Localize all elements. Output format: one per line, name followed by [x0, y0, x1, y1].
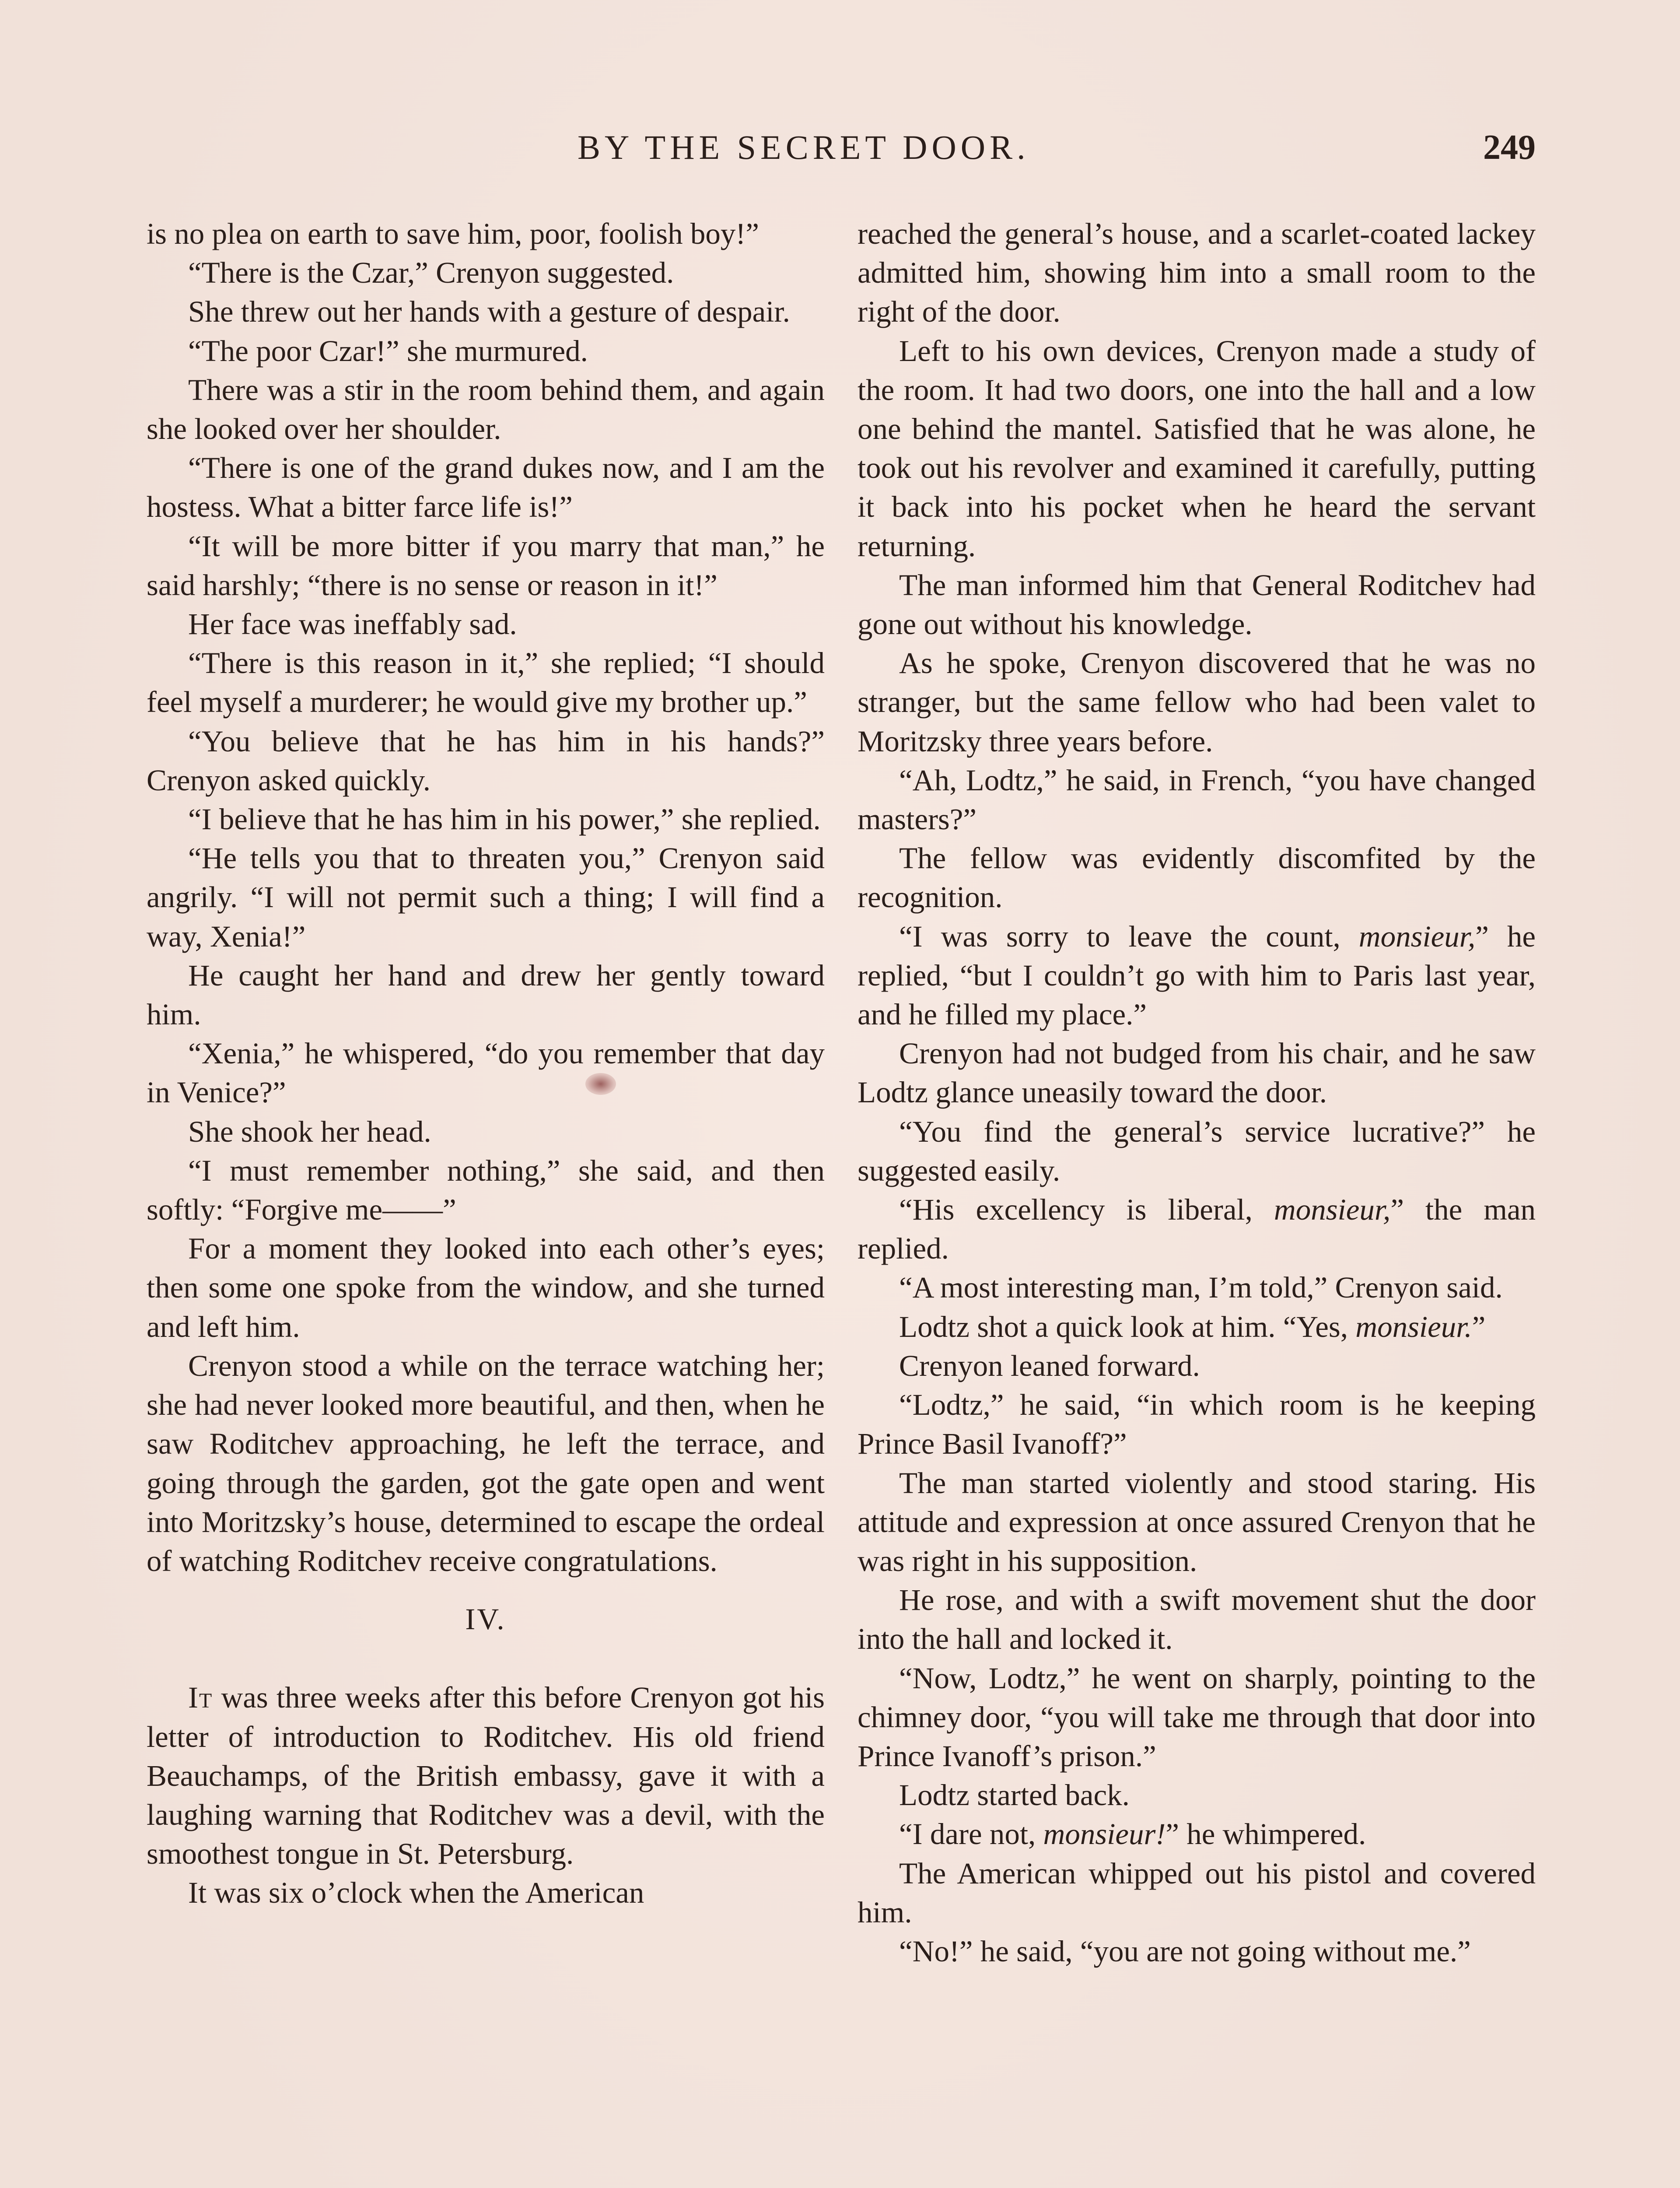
paragraph: The American whipped out his pistol and covered him. — [858, 1856, 1536, 1929]
paragraph: “Xenia,” he whispered, “do you remember that day in Venice?” — [147, 1037, 825, 1109]
ink-stain — [585, 1073, 616, 1095]
paragraph: Crenyon had not budged from his chair, and he saw Lodtz glance uneasily toward the door. — [858, 1037, 1536, 1109]
text-run: “I dare not, — [899, 1817, 1043, 1851]
paragraph: “He tells you that to threaten you,” Crenyon said angrily. “I will not permit such a thing; I will find a way, Xenia!” — [147, 842, 825, 953]
left-column — [147, 214, 825, 1913]
paragraph: She shook her head. — [188, 1115, 431, 1148]
text-run: Lodtz shot a quick look at him. “Yes, — [899, 1310, 1356, 1343]
paragraph: Crenyon leaned forward. — [899, 1349, 1200, 1382]
paragraph — [858, 1308, 1536, 1346]
text-run: “His excellency is liberal, — [899, 1193, 1274, 1227]
paragraph: is no plea on earth to save him, poor, foolish boy!” — [147, 217, 759, 250]
paragraph — [858, 1190, 1536, 1268]
running-title: BY THE SECRET DOOR. — [578, 128, 1030, 166]
paragraph: The man started violently and stood staring. His attitude and expression at once assured Crenyon that he was right in his supposition. — [858, 1466, 1536, 1578]
paragraph: “Ah, Lodtz,” he said, in French, “you have changed masters?” — [858, 763, 1536, 836]
page-number: 249 — [1483, 128, 1536, 167]
italic-word: monsieur, — [1274, 1193, 1391, 1227]
text-run: ” he whimpered. — [1166, 1817, 1366, 1851]
text-run: ” he replied, “but I couldn’t go with him to Paris last year, and he filled my place.” — [858, 919, 1536, 1031]
section-heading: IV. — [465, 1602, 506, 1636]
section-opening-paragraph — [147, 1678, 825, 1873]
paragraph: There was a stir in the room behind them, and again she looked over her shoulder. — [147, 373, 825, 446]
paragraph: Lodtz started back. — [899, 1778, 1130, 1812]
paragraph: The fellow was evidently discomfited by the recognition. — [858, 842, 1536, 914]
paragraph: For a moment they looked into each other’s eyes; then some one spoke from the window, and she turned and left him. — [147, 1232, 825, 1343]
right-column — [858, 214, 1536, 1971]
paragraph: “You believe that he has him in his hands?” Crenyon asked quickly. — [147, 724, 825, 797]
paragraph: “The poor Czar!” she murmured. — [188, 334, 588, 368]
paragraph: “I believe that he has him in his power,” she replied. — [188, 803, 821, 836]
paragraph: Crenyon stood a while on the terrace watching her; she had never looked more beautiful, and then, when he saw Roditchev approaching, he left the terrace, and going through the garden, got the gate open and went into Moritzsky’s house, determined to escape the ordeal of watching Roditchev receive congratulations. — [147, 1349, 825, 1578]
text-run: “I was sorry to leave the count, — [899, 919, 1359, 953]
italic-word: monsieur, — [1358, 919, 1476, 953]
paragraph: As he spoke, Crenyon discovered that he was no stranger, but the same fellow who had been valet to Moritzsky three years before. — [858, 646, 1536, 758]
italic-word: monsieur! — [1043, 1817, 1166, 1851]
paragraph: It was six o’clock when the American — [188, 1876, 644, 1910]
text-run: ” the man replied. — [858, 1193, 1536, 1266]
paragraph: He caught her hand and drew her gently toward him. — [147, 958, 825, 1031]
paragraph: She threw out her hands with a gesture of despair. — [188, 295, 790, 329]
paragraph: “You find the general’s service lucrative?” he suggested easily. — [858, 1115, 1536, 1187]
text-run: ” — [1472, 1310, 1486, 1343]
italic-word: monsieur. — [1355, 1310, 1472, 1343]
opening-text: was three weeks after this before Crenyon got his letter of introduction to Roditchev. His old friend Beauchamps, of the British embassy, gave it with a laughing warning that Roditchev was a devil, with the smoothest tongue in St. Petersburg. — [147, 1681, 825, 1871]
paragraph: reached the general’s house, and a scarlet-coated lackey admitted him, showing him into a small room to the right of the door. — [858, 217, 1536, 329]
paragraph: Left to his own devices, Crenyon made a study of the room. It had two doors, one into the hall and a low one behind the mantel. Satisfied that he was alone, he took out his revolver and examined it carefully, putting it back into his pocket when he heard the servant returning. — [858, 334, 1536, 563]
paragraph: “Lodtz,” he said, “in which room is he keeping Prince Basil Ivanoff?” — [858, 1388, 1536, 1461]
paragraph: “Now, Lodtz,” he went on sharply, pointing to the chimney door, “you will take me through that door into Prince Ivanoff’s prison.” — [858, 1661, 1536, 1773]
paragraph — [858, 1815, 1536, 1854]
paragraph: “A most interesting man, I’m told,” Crenyon said. — [899, 1271, 1503, 1304]
paragraph: The man informed him that General Roditchev had gone out without his knowledge. — [858, 568, 1536, 641]
opening-word: It — [188, 1681, 213, 1715]
paragraph: “There is the Czar,” Crenyon suggested. — [188, 256, 674, 290]
paragraph: “It will be more bitter if you marry that man,” he said harshly; “there is no sense or reason in it!” — [147, 529, 825, 602]
paragraph: Her face was ineffably sad. — [188, 607, 517, 641]
paragraph: “There is one of the grand dukes now, and I am the hostess. What a bitter farce life is!” — [147, 451, 825, 524]
paragraph: “There is this reason in it,” she replied; “I should feel myself a murderer; he would give my brother up.” — [147, 646, 825, 719]
paragraph — [858, 917, 1536, 1034]
paragraph: “I must remember nothing,” she said, and then softly: “Forgive me——” — [147, 1154, 825, 1227]
paragraph: He rose, and with a swift movement shut the door into the hall and locked it. — [858, 1583, 1536, 1656]
paragraph: “No!” he said, “you are not going without me.” — [899, 1934, 1471, 1968]
